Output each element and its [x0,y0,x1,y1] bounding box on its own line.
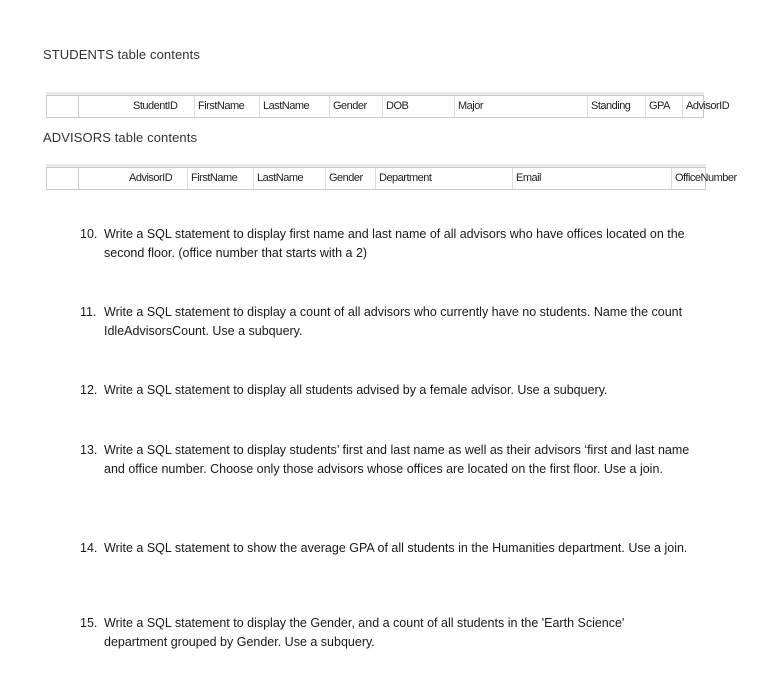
column-header-dob[interactable]: DOB [383,96,455,117]
students-table-title: STUDENTS table contents [43,47,200,62]
column-header-gender[interactable]: Gender [326,168,376,189]
question-number: 14. [80,541,98,555]
question-number: 13. [80,443,98,457]
advisors-table-header [46,167,737,190]
question-number: 11. [80,305,97,319]
column-header-lastname[interactable]: LastName [254,168,326,189]
question-number: 15. [80,616,98,630]
column-header-firstname[interactable]: FirstName [195,96,260,117]
row-selector[interactable] [47,96,79,117]
column-header-advisorid[interactable]: AdvisorID [126,168,188,189]
question-15 [80,614,690,651]
question-text: Write a SQL statement to display students’ first and last name as well as their advisors ‘first and last name and office number. Choose only those advisors whose offices are located on the first floor. Use a join. [104,443,690,476]
question-12 [80,381,690,400]
column-header-studentid[interactable]: StudentID [130,96,195,117]
column-header-advisorid[interactable]: AdvisorID [686,100,730,112]
question-text: Write a SQL statement to display all students advised by a female advisor. Use a subquery. [104,383,608,397]
question-text: Write a SQL statement to display the Gender, and a count of all students in the 'Earth Science' department grouped by Gender. Use a subquery. [104,616,625,649]
question-number: 12. [80,383,98,397]
question-13 [80,441,690,478]
column-header-officenumber[interactable]: OfficeNumber [675,172,737,184]
column-header-email[interactable]: Email [513,168,672,189]
question-number: 10. [80,227,98,241]
row-selector[interactable] [47,168,79,189]
column-header-standing[interactable]: Standing [588,96,646,117]
column-header-department[interactable]: Department [376,168,513,189]
question-14 [80,539,690,558]
column-header-gender[interactable]: Gender [330,96,383,117]
question-text: Write a SQL statement to display first name and last name of all advisors who have offices located on the second floor. (office number that starts with a 2) [104,227,685,260]
column-header-firstname[interactable]: FirstName [188,168,254,189]
students-table-header [46,95,730,118]
question-text: Write a SQL statement to display a count of all advisors who currently have no students. Name the count IdleAdvisorsCount. Use a subquery. [104,305,683,338]
column-header-lastname[interactable]: LastName [260,96,330,117]
advisors-table-title: ADVISORS table contents [43,130,198,145]
question-text: Write a SQL statement to show the average GPA of all students in the Humanities department. Use a join. [104,541,688,555]
column-header-major[interactable]: Major [455,96,588,117]
question-10 [80,225,690,262]
question-11 [80,303,690,340]
column-header-gpa[interactable]: GPA [646,96,683,117]
